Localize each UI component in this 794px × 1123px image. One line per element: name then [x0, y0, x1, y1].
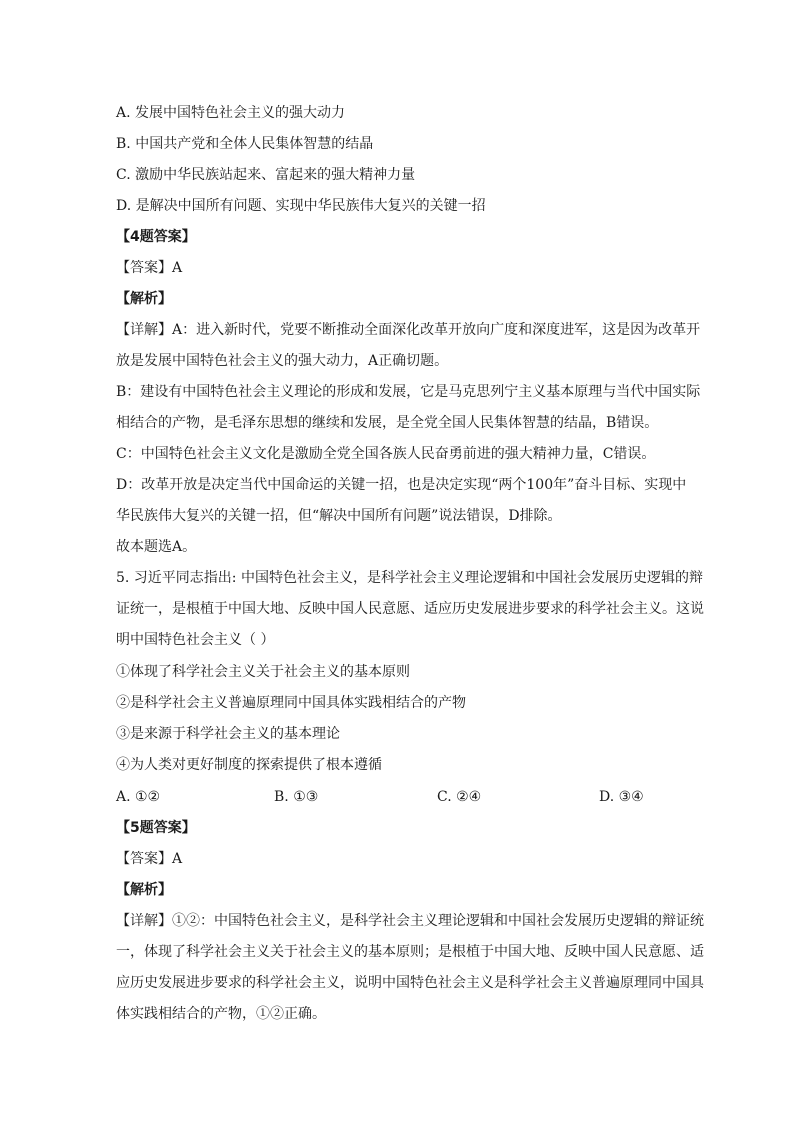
- q5-option-c: C. ②④: [437, 789, 482, 805]
- q4-option-c: C. 激励中华民族站起来、富起来的强大精神力量: [116, 167, 416, 183]
- q5-analysis-line: 应历史发展进步要求的科学社会主义，说明中国特色社会主义是科学社会主义普遍原理同中国具: [116, 975, 704, 991]
- q4-option-d: D. 是解决中国所有问题、实现中华民族伟大复兴的关键一招: [116, 198, 486, 214]
- q5-answer: 【答案】A: [116, 851, 183, 867]
- q5-statement-2: ②是科学社会主义普遍原理同中国具体实践相结合的产物: [116, 695, 466, 711]
- q5-stem-line: 明中国特色社会主义（ ）: [116, 632, 275, 648]
- q4-answer: 【答案】A: [116, 260, 183, 276]
- q4-analysis-line: C：中国特色社会主义文化是激励全党全国各族人民奋勇前进的强大精神力量，C错误。: [116, 446, 656, 462]
- q4-conclusion: 故本题选A。: [116, 539, 197, 555]
- q4-analysis-line: 华民族伟大复兴的关键一招，但“解决中国所有问题”说法错误，D排除。: [116, 508, 562, 524]
- q5-stem-line: 5. 习近平同志指出: 中国特色社会主义，是科学社会主义理论逻辑和中国社会发展历史逻辑的辩: [116, 570, 703, 586]
- q5-analysis-heading: 【解析】: [116, 882, 172, 898]
- q5-analysis-line: 体实践相结合的产物，①②正确。: [116, 1006, 326, 1022]
- q4-analysis-heading: 【解析】: [116, 291, 172, 307]
- q4-option-a: A. 发展中国特色社会主义的强大动力: [116, 105, 346, 121]
- q5-option-b: B. ①③: [274, 789, 319, 805]
- q4-analysis-line: 放是发展中国特色社会主义的强大动力，A正确切题。: [116, 353, 449, 369]
- q4-analysis-line: B：建设有中国特色社会主义理论的形成和发展，它是马克思列宁主义基本原理与当代中国实际: [116, 384, 701, 400]
- q5-statement-3: ③是来源于科学社会主义的基本理论: [116, 726, 340, 742]
- q5-analysis-line: 一，体现了科学社会主义关于社会主义的基本原则；是根植于中国大地、反映中国人民意愿、适: [116, 944, 704, 960]
- q5-option-a: A. ①②: [116, 789, 161, 805]
- q4-option-b: B. 中国共产党和全体人民集体智慧的结晶: [116, 136, 374, 152]
- q4-analysis-line: D：改革开放是决定当代中国命运的关键一招，也是决定实现“两个100年”奋斗目标、实现中: [116, 477, 687, 493]
- q5-option-d: D. ③④: [599, 789, 644, 805]
- q4-analysis-line: 相结合的产物，是毛泽东思想的继续和发展，是全党全国人民集体智慧的结晶，B错误。: [116, 415, 659, 431]
- q4-analysis-line: 【详解】A：进入新时代，党要不断推动全面深化改革开放向广度和深度进军，这是因为改革开: [116, 322, 701, 338]
- q5-statement-1: ①体现了科学社会主义关于社会主义的基本原则: [116, 664, 410, 680]
- q5-answer-heading: 【5题答案】: [116, 820, 196, 836]
- q5-statement-4: ④为人类对更好制度的探索提供了根本遵循: [116, 757, 382, 773]
- q4-answer-heading: 【4题答案】: [116, 229, 196, 245]
- q5-stem-line: 证统一，是根植于中国大地、反映中国人民意愿、适应历史发展进步要求的科学社会主义。这说: [116, 601, 704, 617]
- q5-analysis-line: 【详解】①②：中国特色社会主义，是科学社会主义理论逻辑和中国社会发展历史逻辑的辩证统: [116, 913, 704, 929]
